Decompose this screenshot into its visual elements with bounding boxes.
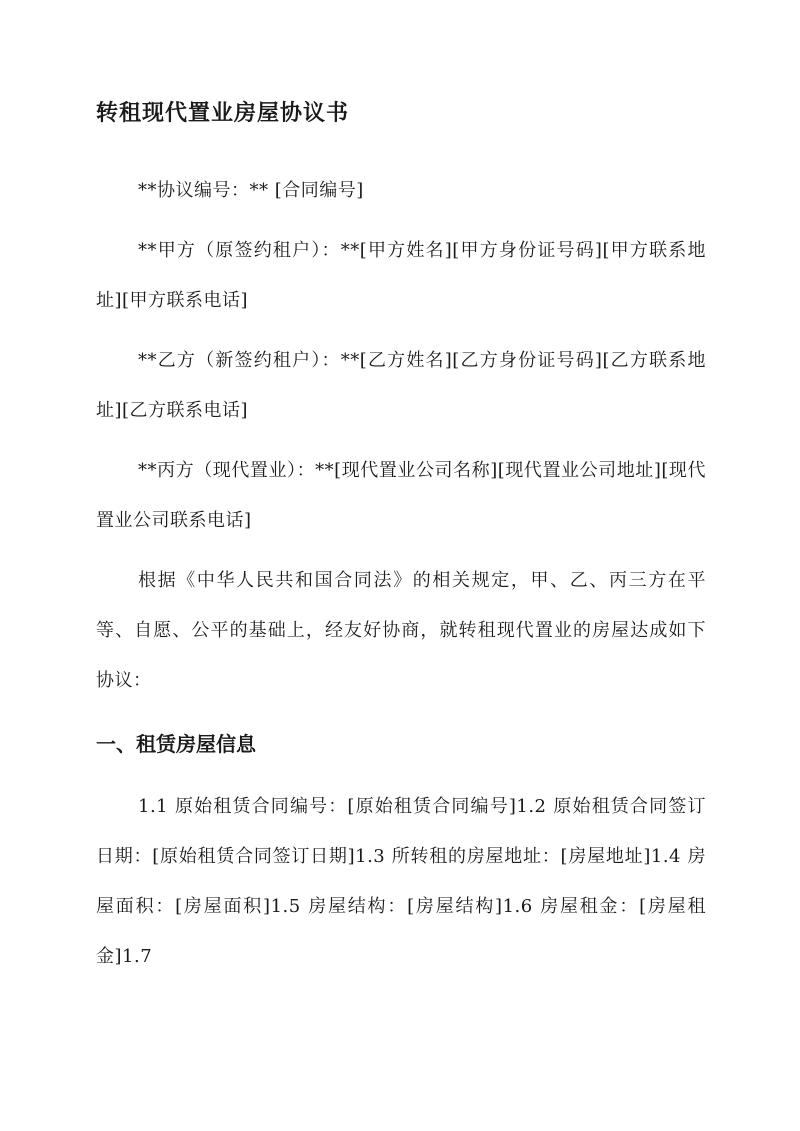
document-title: 转租现代置业房屋协议书: [96, 100, 350, 126]
agreement-number-paragraph: **协议编号：** [合同编号]: [138, 180, 364, 201]
party-a-paragraph: **甲方（原签约租户）：**[甲方姓名][甲方身份证号码][甲方联系地址][甲方联系电话]: [96, 240, 706, 311]
section-1-heading: 一、租赁房屋信息: [96, 732, 256, 756]
party-c-paragraph: **丙方（现代置业）：**[现代置业公司名称][现代置业公司地址][现代置业公司联系电话]: [96, 460, 706, 531]
party-b-paragraph: **乙方（新签约租户）：**[乙方姓名][乙方身份证号码][乙方联系地址][乙方联系电话]: [96, 350, 706, 421]
section-1-body: 1.1 原始租赁合同编号：[原始租赁合同编号]1.2 原始租赁合同签订日期：[原始租赁合同签订日期]1.3 所转租的房屋地址：[房屋地址]1.4 房屋面积：[房屋面积]1.5 房屋结构：[房屋结构]1.6 房屋租金：[房屋租金]1.7: [96, 796, 706, 967]
preamble-paragraph: 根据《中华人民共和国合同法》的相关规定，甲、乙、丙三方在平等、自愿、公平的基础上，经友好协商，就转租现代置业的房屋达成如下协议：: [96, 570, 706, 691]
